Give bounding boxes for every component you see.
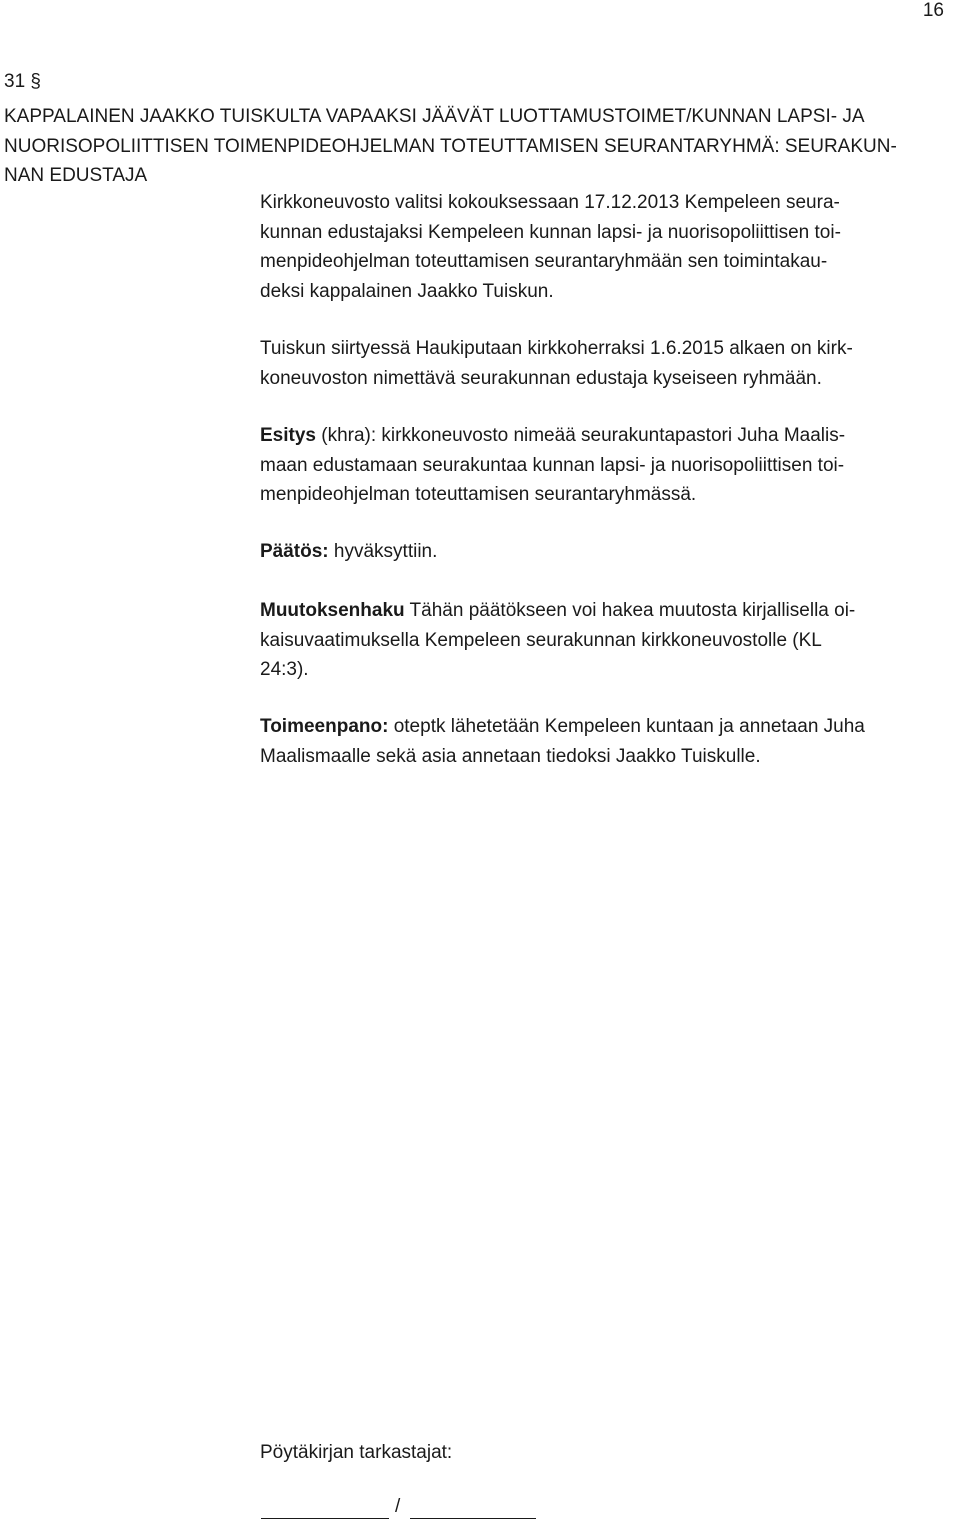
proposal-text: (khra): kirkkoneuvosto nimeää seurakuntapastori Juha Maalis- bbox=[315, 425, 846, 446]
proposal-line bbox=[260, 421, 950, 451]
paragraph-line: menpideohjelman toteuttamisen seurantaryhmään sen toimintakau- bbox=[260, 251, 828, 272]
implementation-text: oteptk lähetetään Kempeleen kuntaan ja annetaan Juha bbox=[388, 716, 865, 737]
minutes-checkers-label bbox=[260, 1438, 950, 1468]
decision-line bbox=[260, 537, 950, 567]
signature-line-1 bbox=[261, 1518, 389, 1519]
section-title bbox=[4, 102, 944, 191]
decision-paragraph bbox=[260, 537, 950, 567]
decision-label: Päätös: bbox=[260, 541, 329, 562]
implementation-paragraph bbox=[260, 712, 950, 771]
section-title-line: KAPPALAINEN JAAKKO TUISKULTA VAPAAKSI JÄÄVÄT LUOTTAMUSTOIMET/KUNNAN LAPSI- JA bbox=[4, 106, 865, 127]
implementation-line: Maalismaalle sekä asia annetaan tiedoksi Jaakko Tuiskulle. bbox=[260, 745, 761, 767]
paragraph-line: deksi kappalainen Jaakko Tuiskun. bbox=[260, 280, 554, 302]
signature-line-2 bbox=[410, 1518, 536, 1519]
checkers-label: Pöytäkirjan tarkastajat: bbox=[260, 1442, 453, 1463]
proposal-label: Esitys bbox=[260, 425, 316, 446]
appeal-label: Muutoksenhaku bbox=[260, 600, 405, 621]
appeal-text: Tähän päätökseen voi hakea muutosta kirjallisella oi- bbox=[404, 600, 856, 621]
proposal-line: menpideohjelman toteuttamisen seurantaryhmässä. bbox=[260, 484, 697, 505]
paragraph-line: kunnan edustajaksi Kempeleen kunnan lapsi- ja nuorisopoliittisen toi- bbox=[260, 221, 841, 243]
appeal-line: kaisuvaatimuksella Kempeleen seurakunnan kirkkoneuvostolle (KL bbox=[260, 629, 822, 651]
paragraph-background bbox=[260, 188, 950, 306]
paragraph-line: Tuiskun siirtyessä Haukiputaan kirkkoherraksi 1.6.2015 alkaen on kirk- bbox=[260, 338, 853, 359]
decision-text: hyväksyttiin. bbox=[328, 541, 438, 562]
section-title-line: NUORISOPOLIITTISEN TOIMENPIDEOHJELMAN TOTEUTTAMISEN SEURANTARYHMÄ: SEURAKUN- bbox=[4, 135, 897, 157]
appeal-paragraph bbox=[260, 596, 950, 685]
section-number: 31 § bbox=[4, 71, 41, 92]
paragraph-line: koneuvoston nimettävä seurakunnan edustaja kyseiseen ryhmään. bbox=[260, 367, 822, 389]
appeal-line bbox=[260, 596, 950, 626]
paragraph-transfer bbox=[260, 334, 950, 393]
implementation-label: Toimeenpano: bbox=[260, 716, 389, 737]
proposal-paragraph bbox=[260, 421, 950, 510]
appeal-line: 24:3). bbox=[260, 659, 309, 680]
proposal-line: maan edustamaan seurakuntaa kunnan lapsi- ja nuorisopoliittisen toi- bbox=[260, 454, 845, 476]
implementation-line bbox=[260, 712, 950, 742]
paragraph-line: Kirkkoneuvosto valitsi kokouksessaan 17.12.2013 Kempeleen seura- bbox=[260, 192, 840, 213]
signature-separator: / bbox=[395, 1496, 401, 1517]
page-number: 16 bbox=[922, 0, 944, 21]
section-title-line: NAN EDUSTAJA bbox=[4, 165, 148, 186]
